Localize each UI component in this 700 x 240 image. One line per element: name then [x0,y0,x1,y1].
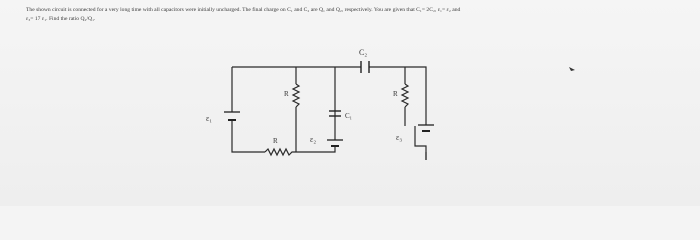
resistor-bottom [265,137,308,155]
left-wire [232,67,242,152]
battery-e2 [310,135,343,146]
resistor-left [284,84,299,107]
r-left-label: R [284,90,289,98]
e2-label: ε₂ [310,135,317,144]
resistor-right [393,84,408,107]
capacitor-c2 [359,48,369,73]
r-right-label: R [393,90,398,98]
middle-wires [296,67,426,160]
battery-e1 [206,112,240,123]
cursor-arrow-icon [569,67,575,71]
capacitor-c1 [329,111,352,120]
c2-label: C₂ [359,48,368,57]
problem-line-2: ε₃= 17 ε₁. Find the ratio Q₂/Q₁. [26,16,96,22]
e1-label: ε₁ [206,114,213,123]
problem-line-1: The shown circuit is connected for a very long time with all capacitors were initially uncharged. The final charge on C₁ and C₂ are Q₁ and Q₂, respectively. You are given that C₁= 2C₂, ε₁= ε₂ and [26,7,461,13]
c1-label: C₁ [345,112,353,120]
bottom-wire [242,111,335,152]
r-bottom-label: R [273,137,278,145]
e3-label: ε₃ [396,133,403,142]
